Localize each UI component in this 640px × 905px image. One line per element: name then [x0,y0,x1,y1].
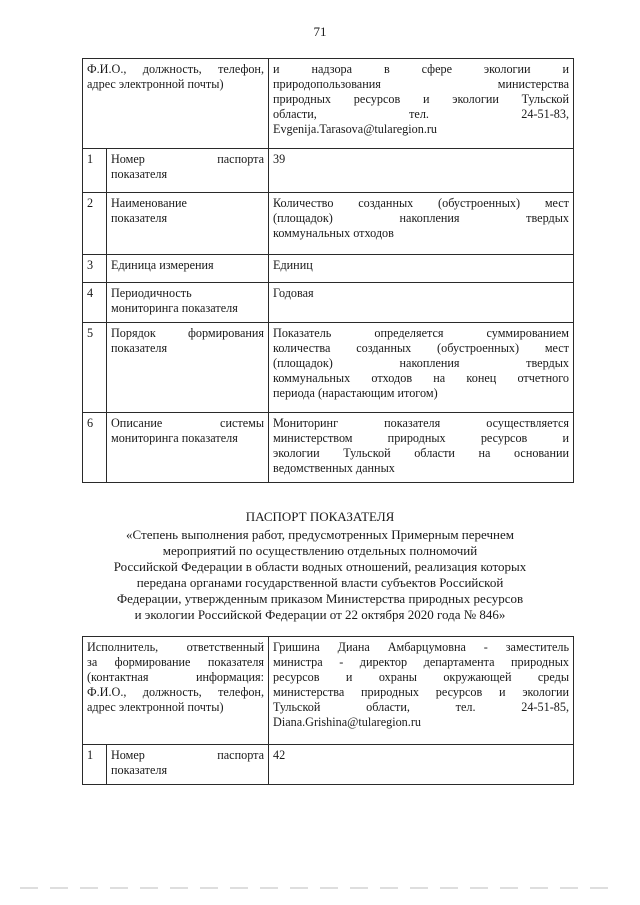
row-label-cell [107,283,269,323]
row-value-cell [269,323,574,413]
cell-line: природопользования министерства [273,77,570,91]
cell-line: мониторинга показателя [111,301,238,315]
row-label-cell [107,193,269,255]
cell-line: показателя [111,341,168,355]
table-row [83,745,574,785]
cell-line: Единица измерения [111,258,214,272]
row-number-cell: 2 [83,193,107,255]
cell-line: Гришина Диана Амбарцумовна - заместитель [273,640,570,654]
table-row [83,323,574,413]
cell-line: Периодичность [111,286,192,300]
cell-line: Тульской области, тел. 24-51-85, [273,700,570,714]
cell-line: Порядок формирования [111,326,265,340]
scan-artifact-line [20,887,620,889]
cell-line: (площадок) накопления твердых [273,211,570,225]
cell-line: Ф.И.О., должность, телефон, [87,685,265,699]
indicator-passport-table-39 [82,58,574,483]
heading-line: передана органами государственной власти субъектов Российской [136,575,504,590]
table-row [83,193,574,255]
table-row [83,413,574,483]
passport-title: ПАСПОРТ ПОКАЗАТЕЛЯ [245,509,395,524]
cell-line: Diana.Grishina@tularegion.ru [273,715,421,729]
cell-line: природных ресурсов и экологии Тульской [273,92,570,106]
row-label-cell [107,323,269,413]
cell-line: показателя [111,211,168,225]
cell-line: адрес электронной почты) [87,700,224,714]
heading-line: мероприятий по осуществлению отдельных полномочий [162,543,478,558]
table-header-row [83,637,574,745]
cell-line: министра - директор департамента природных [273,655,570,669]
cell-line: министерства природных ресурсов и экологии [273,685,570,699]
cell-line: показателя [111,763,168,777]
row-value-cell [269,193,574,255]
cell-line: 42 [273,748,286,762]
cell-line: количества созданных (обустроенных) мест [273,341,570,355]
cell-line: показателя [111,167,168,181]
cell-line: Наименование [111,196,187,210]
row-value-cell [269,149,574,193]
row-value-cell [269,255,574,283]
indicator-passport-table-42 [82,636,574,785]
cell-line: (контактная информация: [87,670,265,684]
table-header-row [83,59,574,149]
row-value-cell [269,283,574,323]
row-label-cell [107,255,269,283]
cell-line: экологии Тульской области на основании [273,446,570,460]
cell-line: Номер паспорта [111,152,265,166]
cell-line: (площадок) накопления твердых [273,356,570,370]
heading-line: «Степень выполнения работ, предусмотренных Примерным перечнем [126,527,514,542]
table-row [83,283,574,323]
cell-line: Описание системы [111,416,265,430]
table-row [83,149,574,193]
passport-subtitle [60,527,580,623]
row-value-cell [269,745,574,785]
heading-line: Российской Федерации в области водных отношений, реализация которых [113,559,527,574]
cell-line: периода (нарастающим итогом) [273,386,438,400]
row-number-cell: 6 [83,413,107,483]
cell-line: Evgenija.Tarasova@tularegion.ru [273,122,438,136]
row-number-cell: 5 [83,323,107,413]
cell-line: Исполнитель, ответственный [87,640,265,654]
row-value-cell [269,413,574,483]
cell-line: Ф.И.О., должность, телефон, [87,62,265,76]
page-number: 71 [313,24,327,39]
heading-line: и экологии Российской Федерации от 22 октября 2020 года № 846» [134,607,506,622]
cell-line: ресурсов и охраны окружающей среды [273,670,570,684]
row-number-cell: 3 [83,255,107,283]
row-label-cell [107,413,269,483]
cell-line: коммунальных отходов на конец отчетного [273,371,570,385]
cell-line: Количество созданных (обустроенных) мест [273,196,570,210]
cell-line: и надзора в сфере экологии и [273,62,570,76]
cell-line: адрес электронной почты) [87,77,224,91]
cell-line: Мониторинг показателя осуществляется [273,416,570,430]
row-number-cell: 1 [83,745,107,785]
header-value-cell [269,637,574,745]
row-number-cell: 1 [83,149,107,193]
cell-line: области, тел. 24-51-83, [273,107,570,121]
cell-line: Годовая [273,286,314,300]
cell-line: Номер паспорта [111,748,265,762]
cell-line: мониторинга показателя [111,431,238,445]
cell-line: Показатель определяется суммированием [273,326,570,340]
cell-line: министерством природных ресурсов и [273,431,570,445]
row-number-cell: 4 [83,283,107,323]
cell-line: коммунальных отходов [273,226,394,240]
cell-line: Единиц [273,258,313,272]
row-label-cell [107,745,269,785]
cell-line: 39 [273,152,286,166]
row-label-cell [107,149,269,193]
table-row [83,255,574,283]
header-label-cell [83,59,269,149]
cell-line: ведомственных данных [273,461,395,475]
header-label-cell [83,637,269,745]
heading-line: Федерации, утвержденным приказом Министерства природных ресурсов [116,591,524,606]
passport-heading [60,509,580,623]
cell-line: за формирование показателя [87,655,265,669]
header-value-cell [269,59,574,149]
